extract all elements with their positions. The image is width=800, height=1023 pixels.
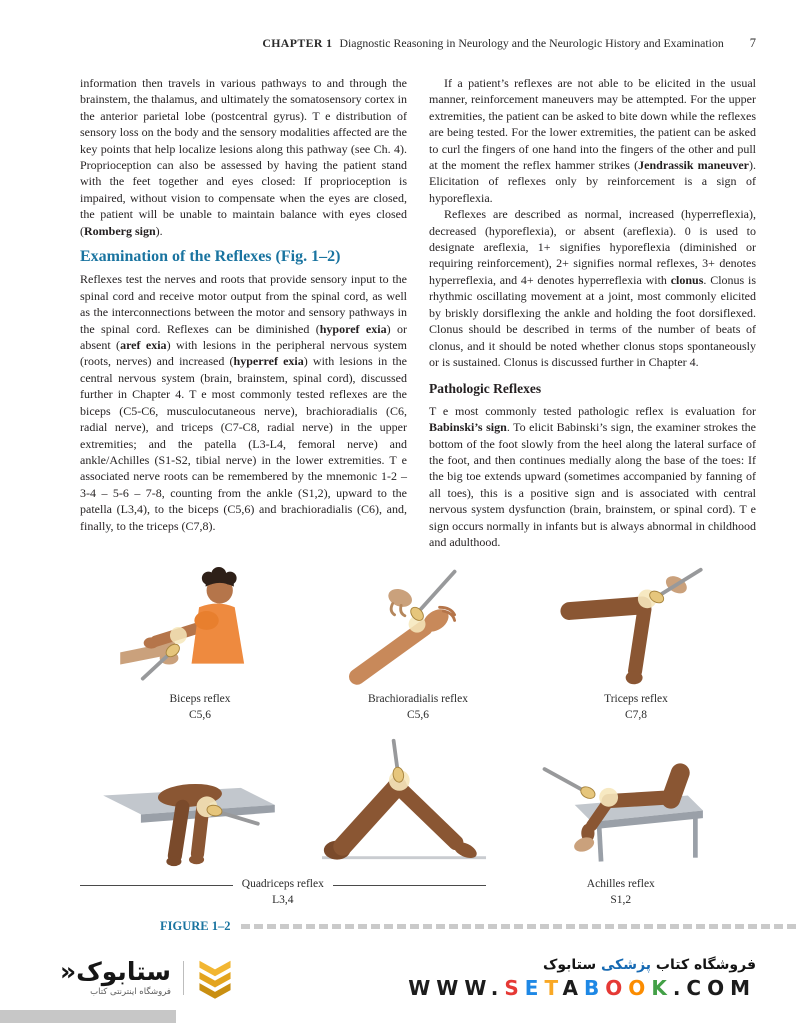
left-paragraph-2: Reflexes test the nerves and roots that provide sensory input to the spinal cord and receive motor output from the spinal cord, as well as the interconnections between the motor and sensory pathways in the spinal cord. Reflexes can be diminished (hyporef exia) or absent (aref exia) with lesions in the peripheral nervous system (roots, nerves) and increased (hyperref exia) with lesions in the central nervous system (brain, brainstem, spinal cord), discussed further in Chapter 4. T e most commonly tested reflexes are the biceps (C5-C6, musculocutaneous nerve), brachioradialis (C6, radial nerve), and triceps (C7-C8, radial nerve) in the upper extremities; and the patella (L3-L4, femoral nerve) and ankle/Achilles (S1-S2, tibial nerve) in the lower extremities. T e associated nerve roots can be remembered by the mnemonic 1-2 – 3-4 – 5-6 – 7-8, counting from the ankle (S1,2), upward to the patella (L3,4), to the biceps (C5,6) and brachioradialis (C6), and, finally, to the triceps (C7,8). — [80, 272, 408, 533]
logo-subtitle: فروشگاه اینترنتی کتاب — [90, 987, 171, 997]
figure-caption-clipped — [160, 920, 800, 931]
achilles-reflex-illustration — [528, 737, 710, 869]
right-paragraph-3: T e most commonly tested pathologic reflex is evaluation for Babinski’s sign. To elicit Babinski’s sign, the examiner strokes the bottom of the foot slowly from the heel along the lateral surface of the foot, and then continues medially along the base of the toes: If the big toe extends upward (sometimes accompanied by fanning of all toes), this is a positive sign and is associated with central nervous system dysfunction (brain, brainstem, or spinal cord). T e sign occurs normally in infants but is always abnormal in childhood and adulthood. — [429, 403, 757, 549]
store-brand — [408, 957, 756, 1000]
biceps-reflex-panel — [120, 566, 280, 723]
triceps-reflex-panel — [556, 566, 716, 723]
right-paragraph-1: If a patient’s reflexes are not able to be elicited in the usual manner, reinforcement maneuvers may be attempted. For the upper extremities, the patient can be asked to bite down while the reflexes are being tested. For the lower extremities, the patient can be asked to curl the fingers of one hand into the fingers of the other and pull at the moment the reflex hammer strikes (Jendrassik maneuver). Elicitation of reflexes only by reinforcement is a sign of hyporeflexia. — [429, 76, 756, 205]
page-number: 7 — [749, 36, 756, 50]
chapter-title: Diagnostic Reasoning in Neurology and the Neurologic History and Examination — [339, 36, 724, 50]
triceps-reflex-illustration — [556, 566, 716, 688]
setabook-logo[interactable] — [60, 957, 234, 999]
quadriceps-reflex-supine-illustration — [313, 737, 495, 869]
body-columns — [80, 75, 756, 550]
chapter-label: CHAPTER 1 — [262, 36, 333, 50]
biceps-reflex-label: Biceps reflex C5,6 — [169, 693, 231, 721]
figure-bottom-labels — [80, 877, 756, 908]
left-column — [80, 75, 407, 550]
quadriceps-reflex-label: Quadriceps reflex L3,4 — [80, 877, 486, 908]
figure-bottom-row — [80, 737, 756, 869]
leader-line-left — [80, 885, 233, 886]
logo-text: ستابوک« فروشگاه اینترنتی کتاب — [60, 957, 171, 997]
logo-divider — [183, 961, 184, 995]
section-heading-reflexes: Examination of the Reflexes (Fig. 1–2) — [80, 248, 341, 266]
gold-chevron-icon — [196, 957, 234, 999]
store-name: فروشگاه کتاب پزشکی ستابوک — [543, 956, 756, 973]
brachioradialis-reflex-label: Brachioradialis reflex C5,6 — [368, 693, 468, 721]
caption-text-clipped — [241, 924, 800, 929]
setabook-banner — [0, 946, 800, 1010]
biceps-reflex-illustration — [120, 566, 280, 688]
triceps-reflex-label: Triceps reflex C7,8 — [604, 693, 668, 721]
left-paragraph-1: information then travels in various pathways to and through the brainstem, the thalamus, and ultimately the somatosensory cortex in the anterior parietal lobe (postcentral gyrus). T e distribution of sensory loss on the body and the sensory modalities affected are the key points that help localize lesions along this pathway (see Ch. 4). Proprioception can also be assessed by having the patient stand with the feet together and eyes closed: If proprioception is impaired, without vision to compensate when the eyes are closed, the patient will be unable to maintain balance with eyes closed (Romberg sign). — [80, 76, 407, 238]
brachioradialis-reflex-illustration — [338, 566, 498, 688]
bottom-gray-strip — [0, 1010, 176, 1023]
right-column — [429, 75, 756, 550]
quadriceps-reflex-seated-illustration — [98, 737, 280, 869]
figure-caption-label: FIGURE 1–2 — [160, 920, 231, 932]
subheading-pathologic-reflexes: Pathologic Reflexes — [429, 381, 542, 397]
figure-1-2 — [80, 566, 756, 931]
reflex-hammer-icon — [648, 570, 701, 605]
brachioradialis-reflex-panel — [338, 566, 498, 723]
figure-top-row — [80, 566, 756, 723]
right-paragraph-2: Reflexes are described as normal, increased (hyperreflexia), decreased (hyporeflexia), or absent (areflexia). 0 is used to designate areflexia, 1+ signifies hyporeflexia (diminished or requiring reinforcement), 2+ signifies normal reflexes, 3+ denotes hyperreflexia, and 4+ denotes hyperreflexia with clonus. Clonus is rhythmic oscillating movement at a joint, most commonly elicited by briskly dorsiflexing the ankle and holding the foot dorsiflexed. Clonus should be described in terms of the number of beats of clonus, and it should be noted whether clonus stops spontaneously or is sustained. Clonus is discussed further in Chapter 4. — [429, 207, 756, 369]
reflex-hammer-icon — [392, 741, 405, 783]
website-url[interactable]: WWW.SETABOOK.COM — [408, 975, 756, 1000]
achilles-reflex-label: Achilles reflex S1,2 — [586, 878, 655, 906]
leader-line-right — [333, 885, 486, 886]
page-header — [0, 0, 800, 51]
reflex-hammer-icon — [545, 769, 597, 801]
